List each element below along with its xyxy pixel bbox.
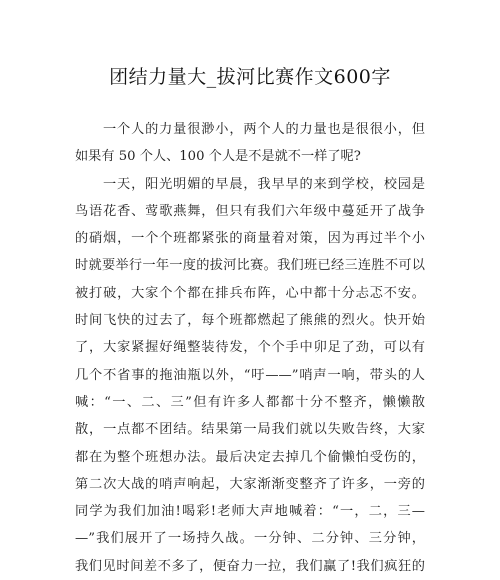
body-line: 时就要举行一年一度的拔河比赛。我们班已经三连胜不可以: [75, 258, 425, 274]
body-line: 如果有 50 个人、100 个人是不是就不一样了呢?: [75, 149, 361, 165]
body-line: —”我们展开了一场持久战。一分钟、二分钟、三分钟，: [75, 531, 425, 547]
body-line: 几个不省事的拖油瓶以外，“吁——”哨声一响，带头的人: [75, 367, 425, 383]
body-line: 同学为我们加油!喝彩!老师大声地喊着：“一，二，三—: [75, 504, 425, 520]
document-title: 团结力量大_拔河比赛作文600字: [109, 66, 391, 88]
body-line: 被打破，大家个个都在排兵布阵，心中都十分忐忑不安。: [75, 285, 425, 301]
body-line: 第二次大战的哨声响起，大家渐渐变整齐了许多，一旁的: [75, 476, 425, 492]
body-line: 散，一点都不团结。结果第一局我们就以失败告终，大家: [75, 422, 425, 438]
body-line: 我们见时间差不多了，便奋力一拉，我们赢了!我们疯狂的: [75, 558, 425, 574]
document-body: [75, 116, 425, 580]
body-line: 鸟语花香、莺歌燕舞，但只有我们六年级中蔓延开了战争: [75, 203, 425, 219]
body-line: 的硝烟，一个个班都紧张的商量着对策，因为再过半个小: [75, 231, 425, 247]
body-line: 都在为整个班想办法。最后决定去掉几个偷懒怕受伤的，: [75, 449, 425, 465]
body-line: 了，大家紧握好绳整装待发，个个手中卯足了劲，可以有: [75, 340, 425, 356]
body-line: 喊：“一、二、三”但有许多人都都十分不整齐，懒懒散: [75, 394, 425, 410]
body-line: 一个人的力量很渺小，两个人的力量也是很很小，但: [103, 122, 425, 137]
body-line: 时间飞快的过去了，每个班都燃起了熊熊的烈火。快开始: [75, 313, 425, 329]
body-line: 一天，阳光明媚的早晨，我早早的来到学校，校园是: [103, 176, 425, 192]
